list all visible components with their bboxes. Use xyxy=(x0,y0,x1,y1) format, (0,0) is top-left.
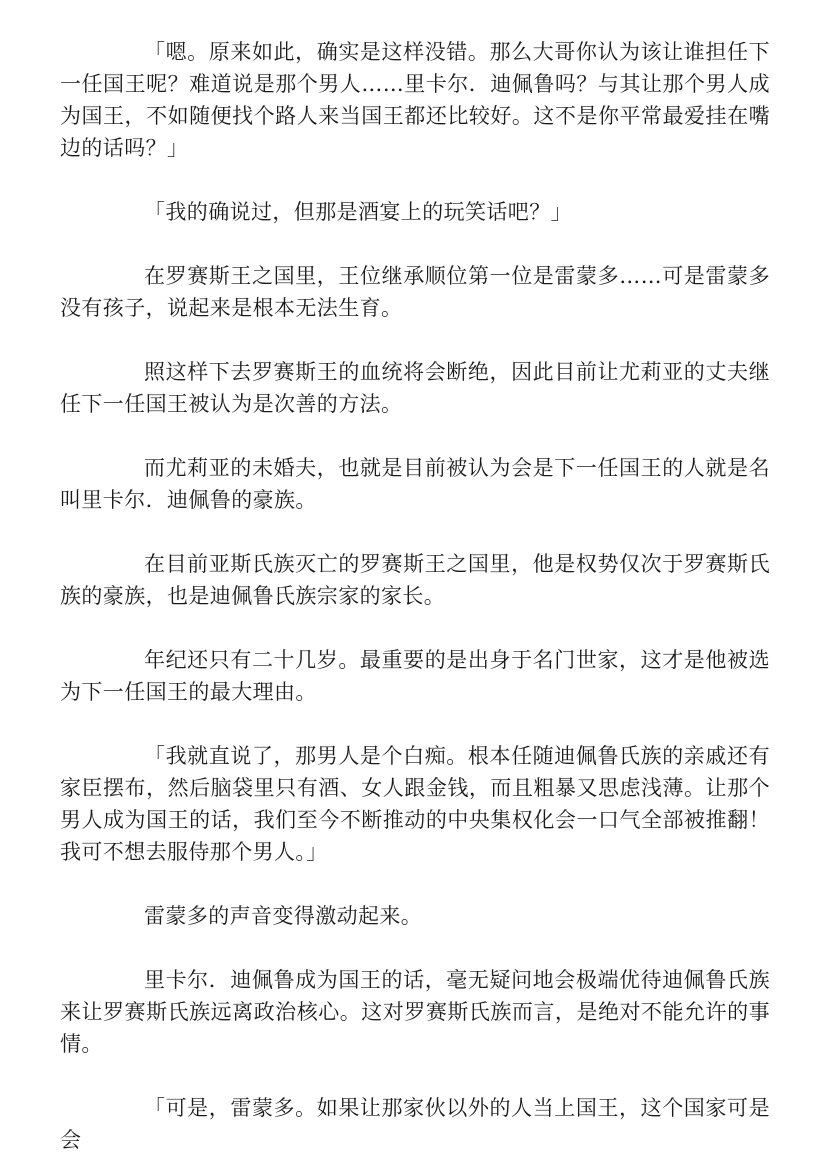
paragraph-5: 而尤莉亚的未婚夫，也就是目前被认为会是下一任国王的人就是名叫里卡尔．迪佩鲁的豪族。 xyxy=(60,456,770,512)
paragraph-6: 在目前亚斯氏族灭亡的罗赛斯王之国里，他是权势仅次于罗赛斯氏族的豪族，也是迪佩鲁氏族宗家的家长。 xyxy=(60,552,770,608)
paragraph-1: 「嗯。原来如此，确实是这样没错。那么大哥你认为该让谁担任下一任国王呢？难道说是那个男人……里卡尔．迪佩鲁吗？与其让那个男人成为国王，不如随便找个路人来当国王都还比较好。这不是你平常最爱挂在嘴边的话吗？」 xyxy=(60,40,770,160)
paragraph-4: 照这样下去罗赛斯王的血统将会断绝，因此目前让尤莉亚的丈夫继任下一任国王被认为是次善的方法。 xyxy=(60,360,770,416)
paragraph-11: 「可是，雷蒙多。如果让那家伙以外的人当上国王，这个国家可是会 xyxy=(60,1096,770,1152)
paragraph-3: 在罗赛斯王之国里，王位继承顺位第一位是雷蒙多……可是雷蒙多没有孩子，说起来是根本无法生育。 xyxy=(60,264,770,320)
paragraph-2: 「我的确说过，但那是酒宴上的玩笑话吧？」 xyxy=(144,200,572,224)
document-page xyxy=(60,36,770,1156)
paragraph-8: 「我就直说了，那男人是个白痴。根本任随迪佩鲁氏族的亲戚还有家臣摆布，然后脑袋里只有酒、女人跟金钱，而且粗暴又思虑浅薄。让那个男人成为国王的话，我们至今不断推动的中央集权化会一口气全部被推翻！我可不想去服侍那个男人。」 xyxy=(60,744,770,864)
paragraph-7: 年纪还只有二十几岁。最重要的是出身于名门世家，这才是他被选为下一任国王的最大理由。 xyxy=(60,648,770,704)
paragraph-10: 里卡尔．迪佩鲁成为国王的话，毫无疑问地会极端优待迪佩鲁氏族来让罗赛斯氏族远离政治核心。这对罗赛斯氏族而言，是绝对不能允许的事情。 xyxy=(60,968,770,1056)
paragraph-9: 雷蒙多的声音变得激动起来。 xyxy=(144,904,423,928)
